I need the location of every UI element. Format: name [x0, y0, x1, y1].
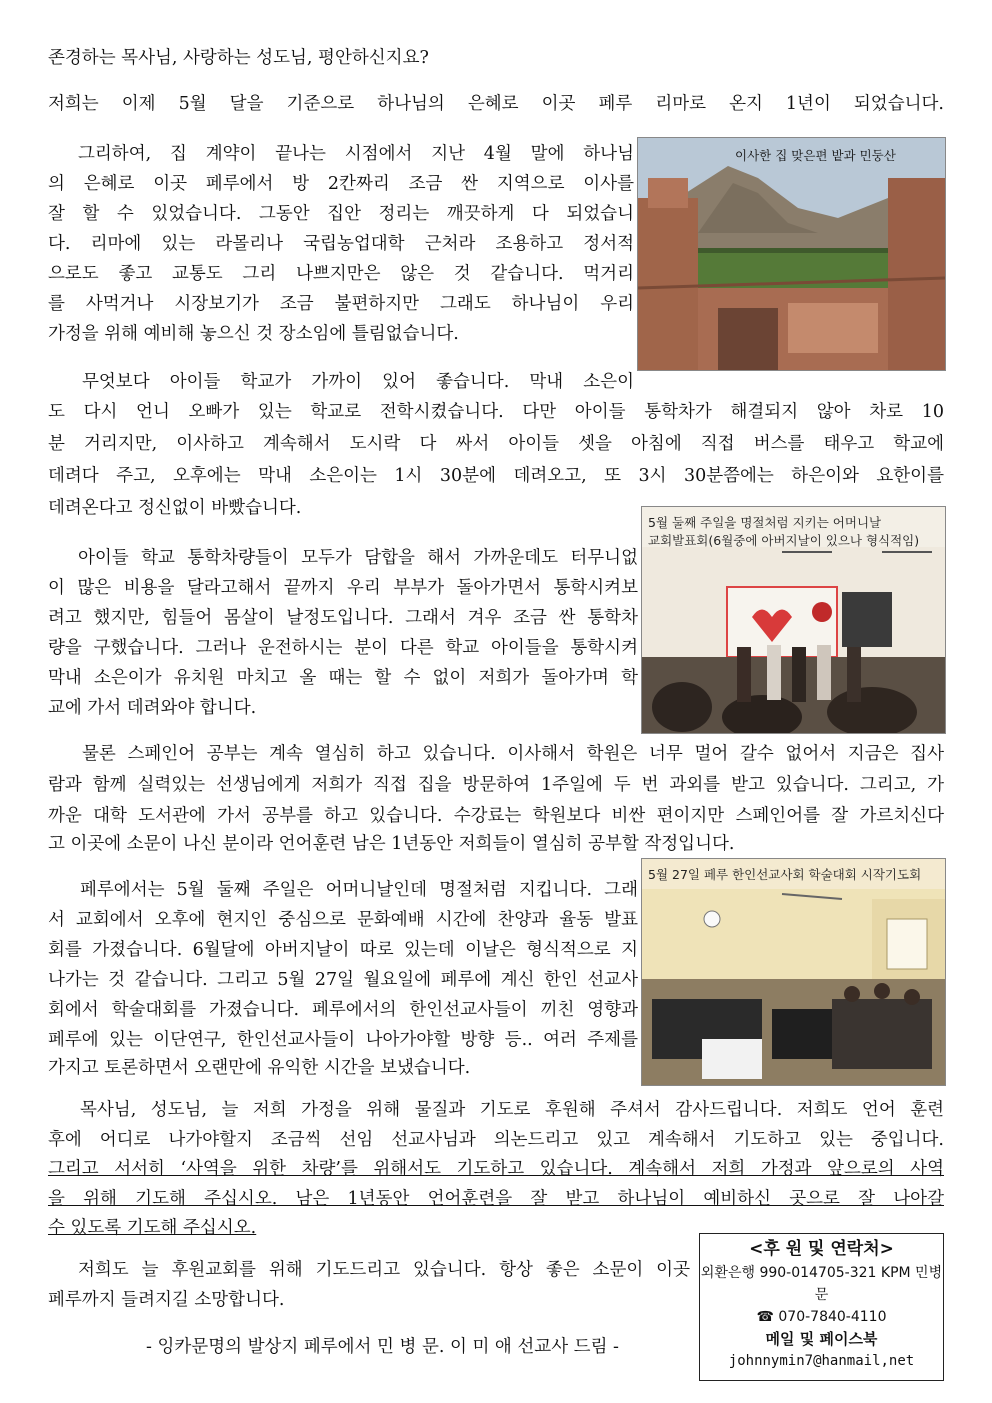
para3-line: 막내 소은이가 유치원 마치고 올 때는 할 수 없이 저희가 돌아가며 학	[48, 668, 638, 688]
para2-line: 도 다시 언니 오빠가 있는 학교로 전학시켰습니다. 다만 아이들 통학차가 해결되지 않아 차로 10	[48, 402, 944, 422]
para2-line: 분 거리지만, 이사하고 계속해서 도시락 다 싸서 아이들 셋을 아침에 직접 버스를 태우고 학교에	[48, 434, 944, 454]
para6-prayer-request-line: 수 있도록 기도해 주십시오.	[48, 1218, 257, 1238]
para5-line: 회를 가졌습니다. 6월달에 아버지날이 따로 있는데 이날은 형식적으로 지	[48, 940, 638, 960]
photo2-caption-line1: 5월 둘째 주일을 명절처럼 지키는 어머니날	[648, 515, 882, 530]
para2-line: 데려다 주고, 오후에는 막내 소은이는 1시 30분에 데려오고, 또 3시 30분쯤에는 하은이와 요한이를	[48, 466, 944, 486]
intro-paragraph: 저희는 이제 5월 달을 기준으로 하나님의 은혜로 이곳 페루 리마로 온지 1년이 되었습니다.	[48, 94, 944, 114]
para2-line: 데려온다고 정신없이 바빴습니다.	[48, 498, 302, 518]
para7-line: 페루까지 들려지길 소망합니다.	[48, 1290, 285, 1310]
photo-missionary-conference	[641, 858, 946, 1086]
para6-line: 목사님, 성도님, 늘 저희 가정을 위해 물질과 기도로 후원해 주셔서 감사드립니다. 저희도 언어 훈련	[80, 1100, 944, 1120]
para5-line: 페루에 있는 이단연구, 한인선교사들이 나아가야할 방향 등.. 여러 주제를	[48, 1030, 638, 1050]
mail-label: 메일 및 페이스북	[765, 1330, 878, 1348]
para6-line: 후에 어디로 나가야할지 조금씩 선임 선교사님과 의논드리고 있고 계속해서 기도하고 있는 중입니다.	[48, 1130, 944, 1150]
para5-line: 가지고 토론하면서 오랜만에 유익한 시간을 보냈습니다.	[48, 1058, 471, 1078]
para1-line: 잘 할 수 있었습니다. 그동안 집안 정리는 깨끗하게 다 되었습니	[48, 204, 634, 224]
para5-line: 나가는 것 같습니다. 그리고 5월 27일 월요일에 페루에 계신 한인 선교사	[48, 970, 638, 990]
para3-line: 량을 구했습니다. 그러나 운전하시는 분이 다른 학교 아이들을 통학시켜	[48, 638, 638, 658]
para1-line: 그리하여, 집 계약이 끝나는 시점에서 지난 4월 말에 하나님	[78, 144, 634, 164]
email-address[interactable]: johnnymin7@hanmail,net	[728, 1353, 915, 1369]
photo1-caption: 이사한 집 맞은편 밭과 민둥산	[735, 148, 896, 163]
para1-line: 를 사먹거나 시장보기가 조금 불편하지만 그래도 하나님이 우리	[48, 294, 634, 314]
para4-line: 물론 스페인어 공부는 계속 열심히 하고 있습니다. 이사해서 학원은 너무 멀어 갈수 없어서 지금은 집사	[82, 744, 944, 764]
para4-line: 까운 대학 도서관에 가서 공부를 하고 있습니다. 수강료는 학원보다 비싼 편이지만 스페인어를 잘 가르치신다	[48, 806, 944, 826]
para3-line: 려고 했지만, 힘들어 몸살이 날정도입니다. 그래서 겨우 조금 싼 통학차	[48, 608, 638, 628]
para3-line: 이 많은 비용을 달라고해서 끝까지 우리 부부가 돌아가면서 통학시켜보	[48, 578, 638, 598]
greeting: 존경하는 목사님, 사랑하는 성도님, 평안하신지요?	[48, 48, 429, 68]
para1-line: 으로도 좋고 교통도 그리 나쁘지만은 않은 것 같습니다. 먹거리	[48, 264, 634, 284]
para2-line: 무엇보다 아이들 학교가 가까이 있어 좋습니다. 막내 소은이	[82, 372, 634, 392]
para5-line: 회에서 학술대회를 가졌습니다. 페루에서의 한인선교사들이 끼친 영향과	[48, 1000, 638, 1020]
para3-line: 아이들 학교 통학차량들이 모두가 담합을 해서 가까운데도 터무니없	[78, 548, 638, 568]
photo3-caption: 5월 27일 페루 한인선교사회 학술대회 시작기도회	[648, 867, 922, 882]
house-view-image	[638, 138, 945, 370]
conference-image	[642, 859, 945, 1085]
bank-account: 외환은행 990-014705-321 KPM 민병문	[700, 1265, 943, 1303]
para6-prayer-request-line: 을 위해 기도해 주십시오. 남은 1년동안 언어훈련을 잘 받고 하나님이 예비하신 곳으로 잘 나아갈	[48, 1189, 944, 1209]
phone-number: ☎ 070-7840-4110	[756, 1309, 887, 1325]
para5-line: 서 교회에서 오후에 현지인 중심으로 문화예배 시간에 찬양과 율동 발표	[48, 910, 638, 930]
contact-box	[699, 1233, 944, 1381]
signature: - 잉카문명의 발상지 페루에서 민 병 문. 이 미 애 선교사 드림 -	[146, 1337, 619, 1357]
para1-line: 의 은혜로 이곳 페루에서 방 2칸짜리 조금 싼 지역으로 이사를	[48, 174, 634, 194]
contact-title: <후 원 및 연락처>	[749, 1239, 894, 1259]
para6-prayer-request-line: 그리고 서서히 ‘사역을 위한 차량’를 위해서도 기도하고 있습니다. 계속해서 저희 가정과 앞으로의 사역	[48, 1159, 944, 1179]
para5-line: 페루에서는 5월 둘째 주일은 어머니날인데 명절처럼 지킵니다. 그래	[80, 880, 638, 900]
photo-mothers-day-event	[641, 506, 946, 734]
para4-line: 고 이곳에 소문이 나신 분이라 언어훈련 남은 1년동안 저희들이 열심히 공부할 작정입니다.	[48, 834, 735, 854]
para7-line: 저희도 늘 후원교회를 위해 기도드리고 있습니다. 항상 좋은 소문이 이곳	[78, 1260, 690, 1280]
photo-new-house-view	[637, 137, 946, 371]
para4-line: 람과 함께 실력있는 선생님에게 저희가 직접 집을 방문하여 1주일에 두 번 과외를 받고 있습니다. 그리고, 가	[48, 775, 944, 795]
para3-line: 교에 가서 데려와야 합니다.	[48, 698, 257, 718]
para1-line: 다. 리마에 있는 라몰리나 국립농업대학 근처라 조용하고 정서적	[48, 234, 634, 254]
para1-line: 가정을 위해 예비해 놓으신 것 장소임에 틀림없습니다.	[48, 324, 459, 344]
photo2-caption-line2: 교회발표회(6월중에 아버지날이 있으나 형식적임)	[648, 533, 920, 548]
